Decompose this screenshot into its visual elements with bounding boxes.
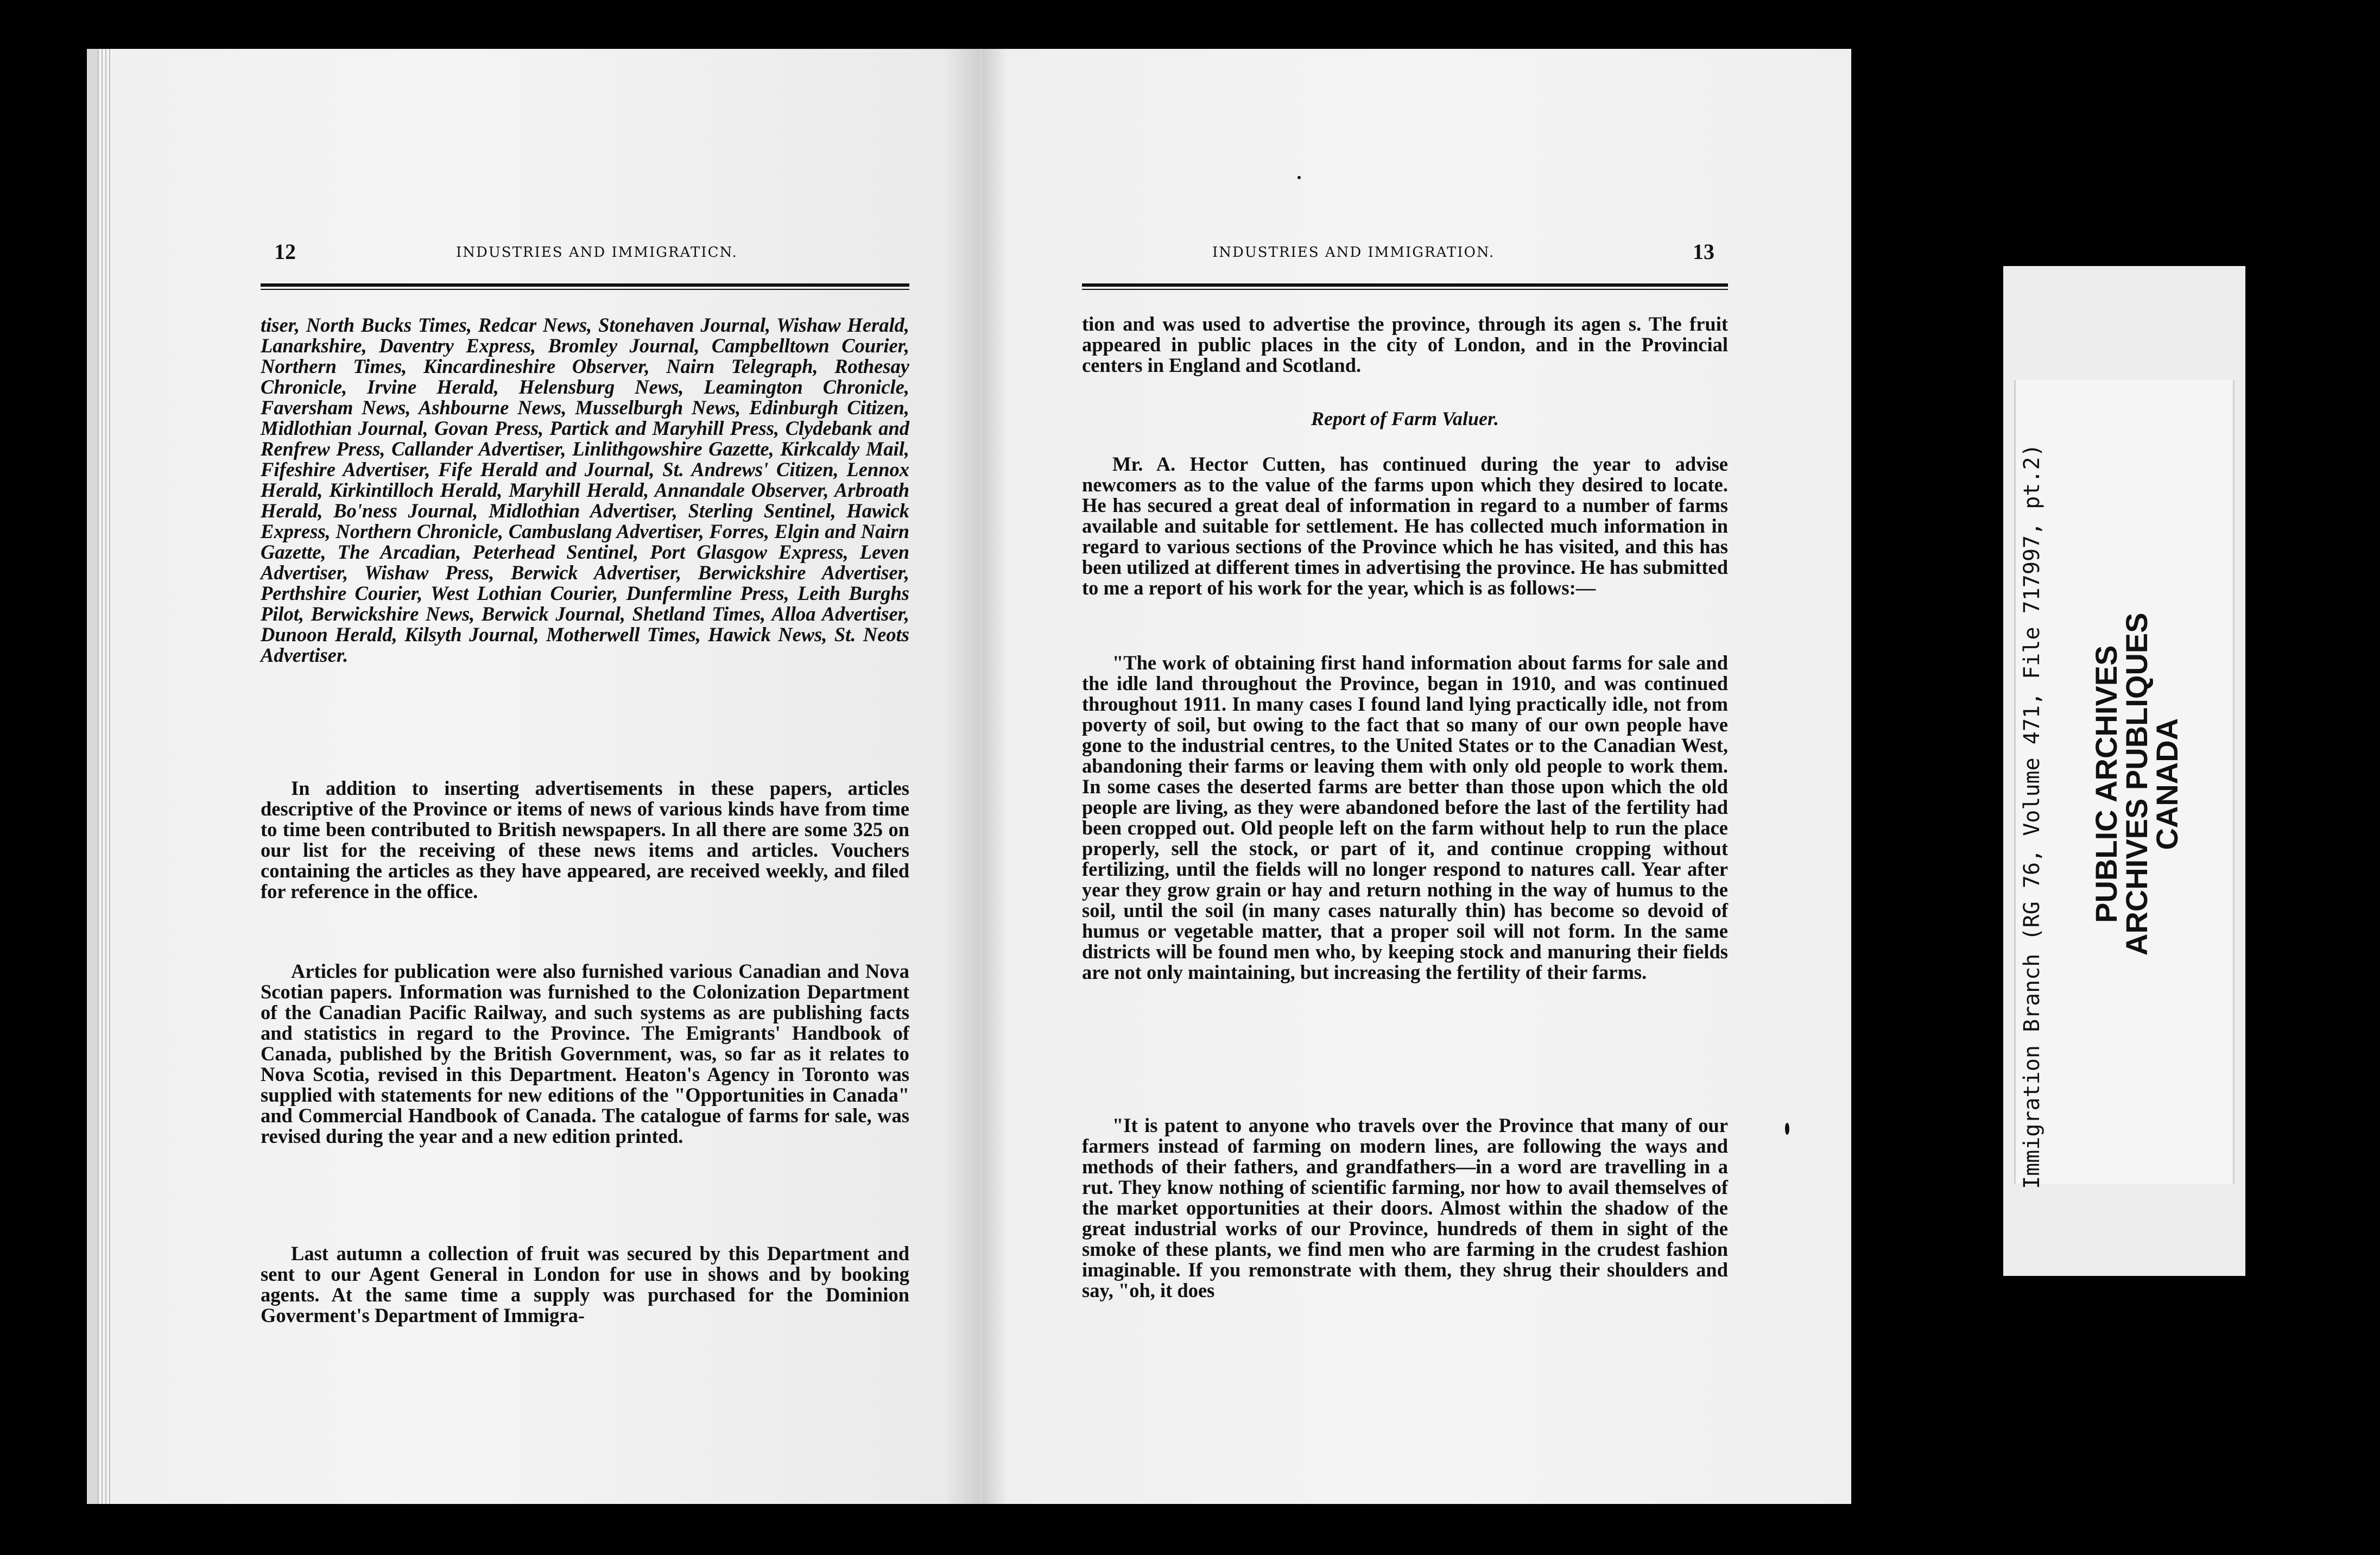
right-paragraph-2-text: Mr. A. Hector Cutten, has continued during the year to advise newcomers as to the value of the farms upon which they desired to locate. He has secured a great deal of information in regard to a number of farms available and suitable for settlement. He has collected much information in regard to various sections of the Province which he has visited, and this has been utilized at different times in advertising the province. He has submitted to me a report of his work for the year, which is as follows:—: [1082, 453, 1728, 599]
left-header-rule: [261, 283, 909, 290]
right-paragraph-3-text: "The work of obtaining first hand information about farms for sale and the idle land throughout the Province, began in 1910, and was continued throughout 1911. In many cases I found land lying practically idle, not from poverty of soil, but owing to the fact that so many of our own people have gone to the industrial centres, to the United States or to the Canadian West, abandoning their farms or leaving them with only old people to work them. In some cases the deserted farms are better than those upon which the old people are living, as they were abandoned before the last of the fertility had been cropped out. Old people left on the farm without help to run the place properly, sell the stock, or part of it, and continue cropping without fertilizing, until the fields will no longer respond to natures call. Year after year they grow grain or hay and return nothing in the way of humus to the soil, until the soil (in many cases naturally thin) has become so devoid of humus or vegetable matter, that a proper soil will not form. In the same districts will be found men who, by keeping stock and manuring their fields are not only maintaining, but increasing the fertility of their farms.: [1082, 652, 1728, 983]
newspaper-list-text: tiser, North Bucks Times, Redcar News, Stonehaven Journal, Wishaw Herald, Lanarkshire, Daventry Express, Bromley Journal, Campbelltown Courier, Northern Times, Kincardineshire Observer, Nairn Telegraph, Rothesay Chronicle, Irvine Herald, Helensburg News, Leamington Chronicle, Faversham News, Ashbourne News, Musselburgh News, Edinburgh Citizen, Midlothian Journal, Govan Press, Partick and Maryhill Press, Clydebank and Renfrew Press, Callander Advertiser, Linlithgowshire Gazette, Kirkcaldy Mail, Fifeshire Advertiser, Fife Herald and Journal, St. Andrews' Citizen, Lennox Herald, Kirkintilloch Herald, Maryhill Herald, Annandale Observer, Arbroath Herald, Bo'ness Journal, Midlothian Advertiser, Sterling Sentinel, Hawick Express, Northern Chronicle, Cambuslang Advertiser, Forres, Elgin and Nairn Gazette, The Arcadian, Peterhead Sentinel, Port Glasgow Express, Leven Advertiser, Wishaw Press, Berwick Advertiser, Berwickshire Advertiser, Perthshire Courier, West Lothian Courier, Dunfermline Press, Leith Burghs Pilot, Berwickshire News, Berwick Journal, Shetland Times, Alloa Advertiser, Dunoon Herald, Kilsyth Journal, Motherwell Times, Hawick News, St. Neots Advertiser.: [261, 314, 909, 666]
right-paragraph-1-text: tion and was used to advertise the province, through its agen s. The fruit appeared in public places in the city of London, and in the Provincial centers in England and Scotland.: [1082, 313, 1728, 376]
archive-line-2: ARCHIVES PUBLIQUES: [2119, 612, 2154, 956]
right-page: [982, 49, 1851, 1504]
right-page-number: 13: [1693, 239, 1714, 264]
newspaper-list: [261, 315, 909, 666]
archive-line-3: CANADA: [2150, 718, 2184, 850]
archive-stamp: [2091, 612, 2182, 956]
right-paragraph-1: [1082, 314, 1728, 376]
film-speck: [1297, 176, 1301, 179]
section-heading: Report of Farm Valuer.: [1311, 408, 1499, 429]
left-paragraph-3: [261, 1243, 909, 1326]
film-speck: [1785, 1123, 1789, 1135]
left-running-head: INDUSTRIES AND IMMIGRATICN.: [456, 244, 738, 261]
archive-reference: Immigration Branch (RG 76, Volume 471, File 717997, pt.2): [2020, 444, 2044, 1189]
right-paragraph-4-text: "It is patent to anyone who travels over the Province that many of our farmers instead of farming on modern lines, are following the ways and methods of their fathers, and grandfathers—in a word are travelling in a rut. They know nothing of scientific farming, nor how to avail themselves of the market opportunities at their doors. Almost within the shadow of the great industrial works of our Province, hundreds of them in sight of the smoke of these plants, we find men who are farming in the crudest fashion imaginable. If you remonstrate with them, they shrug their shoulders and say, "oh, it does: [1082, 1114, 1728, 1301]
left-paragraph-1: [261, 778, 909, 902]
right-header-rule: [1082, 283, 1728, 290]
open-book: [87, 49, 1851, 1504]
page-edges: [98, 49, 113, 1504]
left-paragraph-3-text: Last autumn a collection of fruit was secured by this Department and sent to our Agent General in London for use in shows and by booking agents. At the same time a supply was purchased for the Dominion Goverment's Department of Immigra-: [261, 1242, 909, 1326]
left-page-number: 12: [274, 239, 296, 264]
right-paragraph-4: [1082, 1115, 1728, 1301]
left-page: [98, 49, 980, 1504]
left-paragraph-1-text: In addition to inserting advertisements in these papers, articles descriptive of the Province or items of news of various kinds have from time to time been contributed to British newspapers. In all there are some 325 on our list for the receiving of these news items and articles. Vouchers containing the articles as they have appeared, are received weekly, and filed for reference in the office.: [261, 777, 909, 902]
right-paragraph-3: [1082, 653, 1728, 983]
archive-line-1: PUBLIC ARCHIVES: [2089, 645, 2123, 923]
left-paragraph-2-text: Articles for publication were also furnished various Canadian and Nova Scotian papers. Information was furnished to the Colonization Department of the Canadian Pacific Railway, and such systems as are publishing facts and statistics in regard to the Province. The Emigrants' Handbook of Canada, published by the British Government, was, so far as it relates to Nova Scotia, revised in this Department. Heaton's Agency in Toronto was supplied with statements for new editions of the "Opportunities in Canada" and Commercial Handbook of Canada. The catalogue of farms for sale, was revised during the year and a new edition printed.: [261, 960, 909, 1147]
archive-card: [2003, 266, 2245, 1276]
left-paragraph-2: [261, 961, 909, 1147]
right-running-head: INDUSTRIES AND IMMIGRATION.: [1212, 244, 1495, 261]
right-paragraph-2: [1082, 454, 1728, 598]
